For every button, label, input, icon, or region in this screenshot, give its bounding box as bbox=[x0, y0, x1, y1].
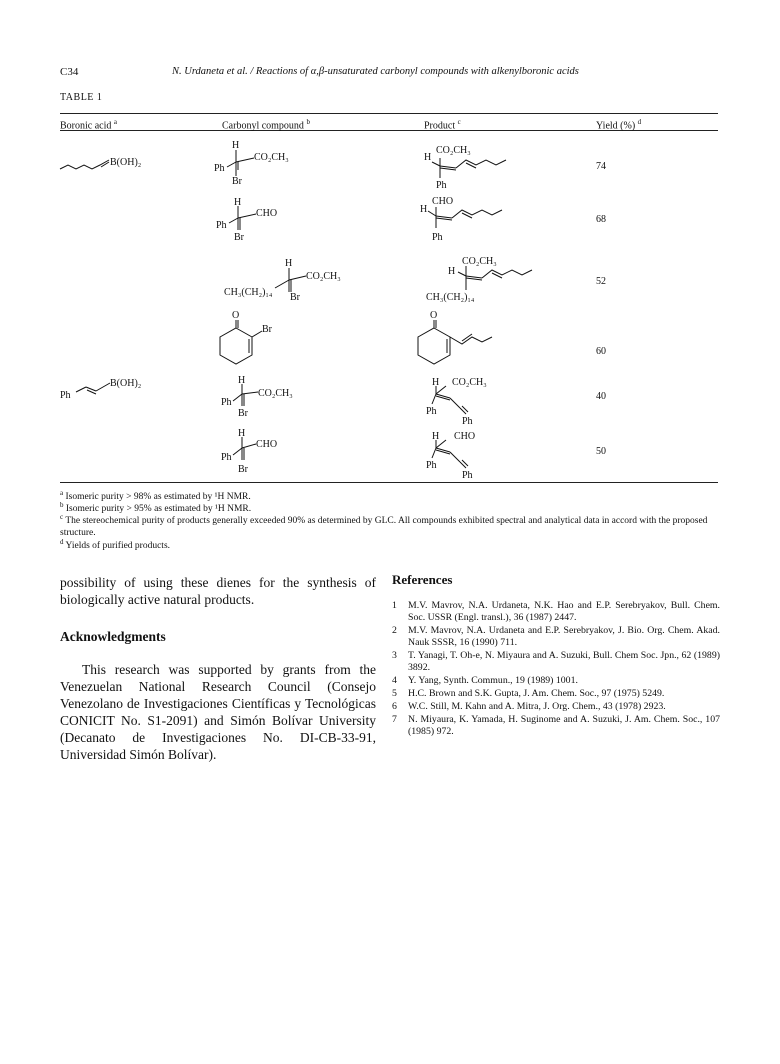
footnote-mark: a bbox=[113, 118, 117, 126]
aldehyde-label: CHO bbox=[256, 208, 278, 219]
footnote-mark: d bbox=[60, 538, 64, 546]
page-number: C34 bbox=[60, 66, 79, 78]
column-header-label: Product bbox=[424, 120, 456, 132]
reference-text: T. Yanagi, T. Oh-e, N. Miyaura and A. Suzuki, Bull. Chem Soc. Jpn., 62 (1989) 3892. bbox=[408, 650, 720, 673]
table-label: TABLE 1 bbox=[60, 92, 103, 103]
product-structure-5 bbox=[432, 386, 468, 414]
reference-number: 3 bbox=[392, 650, 397, 661]
carbonyl-structure-3 bbox=[275, 268, 306, 292]
ester-label: CO₂CH₃ bbox=[258, 388, 293, 399]
product-structure-2 bbox=[428, 207, 502, 228]
carbonyl-structure-1 bbox=[227, 150, 254, 176]
h-label: H bbox=[420, 204, 428, 215]
yield-value: 50 bbox=[596, 446, 606, 457]
br-label: Br bbox=[238, 464, 248, 475]
boronic-acid-2-label: B(OH)₂ bbox=[110, 378, 142, 389]
ester-label: CO₂CH₃ bbox=[462, 256, 497, 267]
h-label: H bbox=[238, 375, 246, 386]
ph-label: Ph bbox=[432, 232, 443, 243]
reference-text: H.C. Brown and S.K. Gupta, J. Am. Chem. Soc., 97 (1975) 5249. bbox=[408, 688, 665, 699]
alkyl-label: CH₃(CH₂)₁₄ bbox=[426, 292, 475, 303]
reference-item bbox=[392, 701, 720, 713]
aldehyde-label: CHO bbox=[256, 439, 278, 450]
br-label: Br bbox=[262, 324, 272, 335]
reference-item bbox=[392, 675, 720, 687]
carbonyl-structure-4 bbox=[220, 320, 262, 364]
reference-number: 6 bbox=[392, 701, 397, 712]
h-label: H bbox=[238, 428, 246, 439]
reference-number: 4 bbox=[392, 675, 397, 686]
br-label: Br bbox=[232, 176, 242, 187]
h-label: H bbox=[432, 431, 440, 442]
references-section bbox=[392, 574, 720, 739]
ph-label: Ph bbox=[462, 470, 473, 481]
ph-label: Ph bbox=[426, 460, 437, 471]
column-header-label: Carbonyl compound bbox=[222, 120, 304, 132]
yield-value: 68 bbox=[596, 214, 606, 225]
h-label: H bbox=[432, 377, 440, 388]
product-structure-1 bbox=[432, 158, 506, 178]
h-label: H bbox=[234, 197, 242, 208]
column-header-label: Boronic acid bbox=[60, 120, 112, 132]
column-header-label: Yield (%) bbox=[596, 120, 636, 132]
product-structure-6 bbox=[432, 440, 468, 468]
reference-number: 1 bbox=[392, 600, 397, 611]
reference-item bbox=[392, 600, 720, 624]
footnote-mark: b bbox=[306, 118, 310, 126]
footnote-mark: b bbox=[60, 501, 64, 509]
h-label: H bbox=[285, 258, 293, 269]
reference-number: 2 bbox=[392, 625, 397, 636]
boronic-acid-1-chain bbox=[60, 160, 109, 169]
yield-value: 52 bbox=[596, 276, 606, 287]
reference-text: W.C. Still, M. Kahn and A. Mitra, J. Org. Chem., 43 (1978) 2923. bbox=[408, 701, 666, 712]
body-left-column bbox=[60, 574, 376, 763]
reference-text: N. Miyaura, K. Yamada, H. Suginome and A. Suzuki, J. Am. Chem. Soc., 107 (1985) 972. bbox=[408, 714, 720, 737]
yield-value: 74 bbox=[596, 161, 606, 172]
ph-label: Ph bbox=[221, 452, 232, 463]
carbonyl-structure-2 bbox=[229, 206, 256, 230]
boronic-acid-1-label: B(OH)₂ bbox=[110, 157, 142, 168]
ph-label: Ph bbox=[436, 180, 447, 191]
reference-number: 7 bbox=[392, 714, 397, 725]
ph-label: Ph bbox=[221, 397, 232, 408]
footnote-mark: d bbox=[637, 118, 642, 126]
reference-text: M.V. Mavrov, N.A. Urdaneta, N.K. Hao and E.P. Serebryakov, Bull. Chem. Soc. USSR (Engl. transl.), 36 (1987) 2447. bbox=[408, 600, 720, 623]
ph-label: Ph bbox=[426, 406, 437, 417]
footnote-mark: c bbox=[60, 513, 64, 521]
oxygen-label: O bbox=[232, 310, 240, 321]
boronic-acid-2-chain bbox=[76, 387, 86, 392]
br-label: Br bbox=[234, 232, 244, 243]
ester-label: CO₂CH₃ bbox=[452, 377, 487, 388]
h-label: H bbox=[232, 140, 240, 151]
reference-number: 5 bbox=[392, 688, 397, 699]
ph-label: Ph bbox=[462, 416, 473, 427]
h-label: H bbox=[424, 152, 432, 163]
oxygen-label: O bbox=[430, 310, 438, 321]
continuation-paragraph: possibility of using these dienes for the synthesis of biologically active natural products. bbox=[60, 575, 376, 607]
carbonyl-structure-6 bbox=[233, 437, 256, 460]
references-heading: References bbox=[392, 572, 453, 587]
reference-text: Y. Yang, Synth. Commun., 19 (1989) 1001. bbox=[408, 675, 578, 686]
alkyl-label: CH₃(CH₂)₁₄ bbox=[224, 287, 273, 298]
product-structure-4 bbox=[418, 320, 492, 364]
ester-label: CO₂CH₃ bbox=[306, 271, 341, 282]
reference-item bbox=[392, 688, 720, 700]
structures-layer bbox=[0, 0, 780, 490]
ph-label: Ph bbox=[216, 220, 227, 231]
reference-item bbox=[392, 714, 720, 738]
footnote-text: Yields of purified products. bbox=[65, 541, 171, 552]
ester-label: CO₂CH₃ bbox=[436, 145, 471, 156]
br-label: Br bbox=[238, 408, 248, 419]
br-label: Br bbox=[290, 292, 300, 303]
acknowledgments-heading: Acknowledgments bbox=[60, 629, 166, 644]
footnote-text: The stereochemical purity of products generally exceeded 90% as determined by GLC. All compounds exhibited spectral and analytical data in accord with the proposed structure. bbox=[60, 516, 708, 539]
ester-label: CO₂CH₃ bbox=[254, 152, 289, 163]
reference-item bbox=[392, 650, 720, 674]
ph-label: Ph bbox=[214, 163, 225, 174]
ph-label: Ph bbox=[60, 390, 71, 401]
product-structure-3 bbox=[458, 266, 532, 290]
footnote-text: Isomeric purity > 98% as estimated by ¹H NMR. bbox=[65, 492, 251, 503]
table-footnote bbox=[60, 511, 720, 539]
carbonyl-structure-5 bbox=[233, 384, 258, 406]
reference-item bbox=[392, 625, 720, 649]
footnote-text: Isomeric purity > 95% as estimated by ¹H NMR. bbox=[65, 504, 252, 515]
yield-value: 40 bbox=[596, 391, 606, 402]
reference-text: M.V. Mavrov, N.A. Urdaneta and E.P. Serebryakov, J. Bio. Org. Chem. Akad. Nauk SSSR, 16 (1990) 711. bbox=[408, 625, 720, 648]
table-footnote bbox=[60, 536, 720, 552]
acknowledgments-paragraph: This research was supported by grants from the Venezuelan National Research Council (Consejo Venezolano de Investigaciones Científicas y Tecnológicas CONICIT No. S1-2091) and Simón Bolívar University (Decanato de Investigaciones No. DI-CB-33-91, Universidad Simón Bolívar). bbox=[60, 662, 376, 762]
footnote-mark: a bbox=[60, 489, 64, 497]
footnote-mark: c bbox=[457, 118, 461, 126]
aldehyde-label: CHO bbox=[432, 196, 454, 207]
running-title: N. Urdaneta et al. / Reactions of α,β-unsaturated carbonyl compounds with alkenylboronic acids bbox=[172, 66, 579, 77]
aldehyde-label: CHO bbox=[454, 431, 476, 442]
h-label: H bbox=[448, 266, 456, 277]
yield-value: 60 bbox=[596, 346, 606, 357]
